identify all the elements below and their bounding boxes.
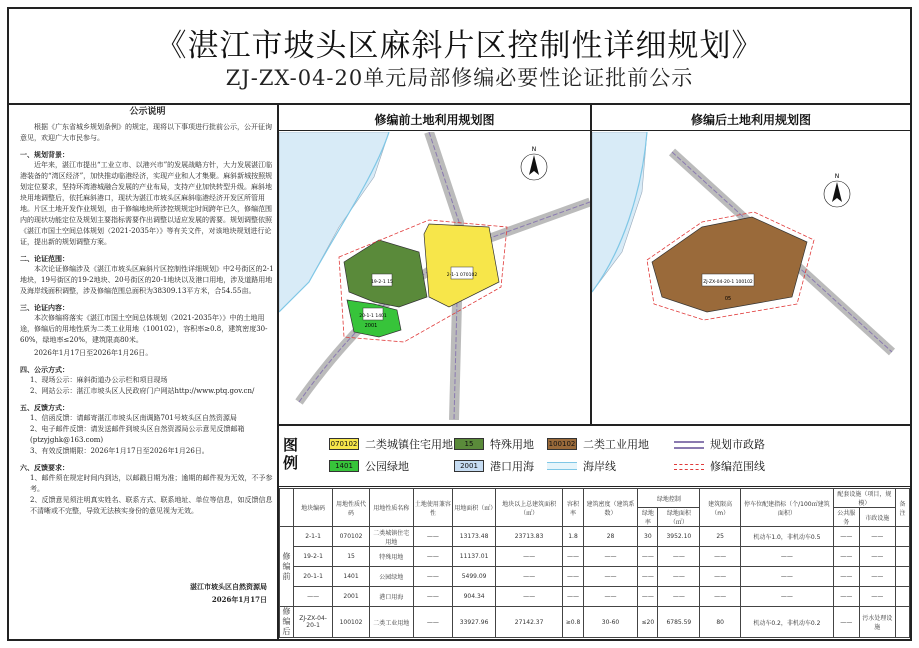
col-header: 建筑密度（建筑系数） <box>583 489 638 527</box>
notice-sec4-title: 四、公示方式： <box>20 365 69 374</box>
table-cell: —— <box>413 587 453 607</box>
legend-item <box>454 458 534 474</box>
table-cell: 27142.37 <box>495 607 562 638</box>
table-cell: —— <box>658 567 700 587</box>
table-row <box>280 567 910 587</box>
table-cell: 6785.59 <box>658 607 700 638</box>
legend-swatch: 070102 <box>330 440 358 448</box>
legend-divider <box>277 486 912 487</box>
col-header: 备注 <box>895 489 909 527</box>
notice-sec4-item: 1、现场公示：麻斜街道办公示栏和项目现场 <box>30 376 168 384</box>
legend-item <box>547 436 649 452</box>
table-cell: —— <box>413 527 453 547</box>
notice-sec5-item: 1、信函反馈：请邮寄湛江市坡头区南调路701号坡头区自然资源局 <box>30 414 237 422</box>
legend-label: 特殊用地 <box>490 438 534 451</box>
table-cell: 100102 <box>333 607 370 638</box>
table-cell: —— <box>833 567 859 587</box>
col-header: 停车位配建指标（个/100㎡建筑面积） <box>740 489 833 527</box>
table-cell: —— <box>638 587 658 607</box>
table-row <box>280 547 910 567</box>
table-cell: 25 <box>700 527 741 547</box>
notice-signature <box>190 579 267 605</box>
table-cell: —— <box>740 587 833 607</box>
notice-sec6-item: 1、邮件须在规定时间内到达，以邮戳日期为准；逾期的邮件视为无效，不予参考。 <box>30 474 273 493</box>
map-title-divider <box>277 130 912 131</box>
table-cell: —— <box>859 587 895 607</box>
table-cell: 5499.09 <box>453 567 496 587</box>
table-cell: 港口用海 <box>369 587 413 607</box>
notice-sec3-title: 三、论证内容： <box>20 303 69 312</box>
col-group-header: 绿地控制 <box>638 489 700 508</box>
col-header: 绿地面积（㎡） <box>658 508 700 527</box>
legend-label: 二类工业用地 <box>583 438 649 451</box>
notice-sec6-title: 六、反馈要求： <box>20 463 69 472</box>
notice-sec1-title: 一、规划背景： <box>20 150 69 159</box>
legend-item <box>454 436 534 452</box>
table-row <box>280 607 910 638</box>
table-cell: ≥0.8 <box>563 607 583 638</box>
table-cell: —— <box>833 547 859 567</box>
table-cell: —— <box>495 547 562 567</box>
table-cell <box>895 567 909 587</box>
legend-item <box>674 436 765 452</box>
table-cell: 1401 <box>333 567 370 587</box>
north-label: N <box>834 173 840 180</box>
table-cell: 13173.48 <box>453 527 496 547</box>
table-cell <box>895 527 909 547</box>
col-header: 用地性质代码 <box>333 489 370 527</box>
col-group-header: 配套设施（项目，规模） <box>833 489 895 508</box>
table-cell: —— <box>413 547 453 567</box>
table-cell: 1.8 <box>563 527 583 547</box>
legend-swatch: 15 <box>454 438 484 450</box>
table-cell: 特殊用地 <box>369 547 413 567</box>
col-header: 容积率 <box>563 489 583 527</box>
table-cell: 80 <box>700 607 741 638</box>
legend-road-swatch <box>674 441 704 449</box>
notice-sign-org: 湛江市坡头区自然资源局 <box>190 582 267 591</box>
map-before <box>279 132 590 420</box>
table-row <box>280 527 910 547</box>
notice-sec2-title: 二、论证范围： <box>20 254 69 263</box>
legend-coast-swatch <box>547 462 577 470</box>
table-cell: —— <box>658 587 700 607</box>
legend <box>279 430 910 484</box>
col-header: 用地性质名称 <box>369 489 413 527</box>
parcel-label: 2001 <box>364 323 378 329</box>
table-cell: 污水处理设施 <box>859 607 895 638</box>
legend-label: 二类城镇住宅用地 <box>365 438 453 451</box>
table-cell: —— <box>563 587 583 607</box>
legend-item <box>674 458 765 474</box>
table-cell: ZJ-ZX-04-20-1 <box>294 607 333 638</box>
table-cell: —— <box>294 587 333 607</box>
col-header: 绿地率 <box>638 508 658 527</box>
table-cell: —— <box>700 587 741 607</box>
table-corner <box>280 489 294 527</box>
table-cell: 28 <box>583 527 638 547</box>
table-cell: —— <box>833 587 859 607</box>
notice-heading: 公示说明 <box>129 107 166 117</box>
table-cell: —— <box>638 547 658 567</box>
table-cell: —— <box>495 567 562 587</box>
table-cell <box>895 587 909 607</box>
legend-swatch: 1401 <box>329 460 359 472</box>
parcel-label: 2-1-1 070102 <box>446 273 478 278</box>
table-cell: 15 <box>333 547 370 567</box>
table-cell: 30-60 <box>583 607 638 638</box>
table-cell: —— <box>859 547 895 567</box>
table-cell: 二类工业用地 <box>369 607 413 638</box>
table-cell: —— <box>658 547 700 567</box>
table-cell: —— <box>740 547 833 567</box>
row-group-label: 修编前 <box>280 527 294 607</box>
legend-item <box>547 458 616 474</box>
col-header: 土地使用兼容性 <box>413 489 453 527</box>
table-cell: 3952.10 <box>658 527 700 547</box>
table-cell: —— <box>583 547 638 567</box>
table-cell: —— <box>638 567 658 587</box>
map-before-title: 修编前土地利用规划图 <box>374 113 495 127</box>
legend-label: 公园绿地 <box>365 460 409 473</box>
table-cell: —— <box>700 567 741 587</box>
map-bottom-divider <box>277 424 912 426</box>
table-cell: 机动车0.2，非机动车0.2 <box>740 607 833 638</box>
notice-sec3-text: 本次修编将落实《湛江市国土空间总体规划（2021-2035年）》中的土地用途，修编后的用地性质为二类工业用地（100102），容积率≥0.8，建筑密度30-60%，绿地率≤20%，建筑限高80米。 <box>20 314 268 344</box>
table-cell: —— <box>563 547 583 567</box>
col-header: 用地面积（㎡） <box>453 489 496 527</box>
parcel-label: 19-2-1 15 <box>371 280 393 285</box>
notice-sec1-text: 近年来，湛江市提出“工业立市、以港兴市”的发展战略方针，大力发展湛江临港装备的“湾区经济”，加快推动临港经济，实现产业和人才集聚。麻斜新城按照规划定位要求，坚持环湾港城融合发展的产业布局，支持产业加快转型升级。麻斜地块用地调整后，依托麻斜港口，现状为湛江市坡头区麻斜临港经济开发区所管用地。片区土地开发作业规划，由于修编地块所涉控规规定时间跨年已久，修编范围内的现状功能定位及规划主要指标需要作出调整以适应发展的需要。规划调整依照《湛江市国土空间总体规划（2021-2035年）》等有关文件，对该地块规划进行论证，提出新的规划调整方案。 <box>20 161 273 246</box>
notice-sec5-item: 2、电子邮件反馈：请发送邮件到坡头区自然资源局公示意见反馈邮箱(ptzyjghk@163.com) <box>30 425 245 444</box>
legend-boundary-swatch <box>674 464 704 470</box>
legend-item <box>329 436 453 452</box>
table-cell: —— <box>413 567 453 587</box>
table-cell: 公园绿地 <box>369 567 413 587</box>
north-label: N <box>531 146 537 153</box>
table-cell: —— <box>583 587 638 607</box>
legend-swatch: 2001 <box>454 460 484 472</box>
table-cell: —— <box>740 567 833 587</box>
indicator-table <box>279 488 910 638</box>
col-header: 公共服务 <box>833 508 859 527</box>
legend-item <box>329 458 409 474</box>
table-cell <box>895 547 909 567</box>
col-header: 地块编码 <box>294 489 333 527</box>
table-cell: —— <box>583 567 638 587</box>
table-cell: —— <box>859 567 895 587</box>
notice-panel <box>20 107 275 627</box>
notice-sec4-item: 2、网站公示：湛江市坡头区人民政府门户网站http://www.ptq.gov.cn/ <box>30 387 255 395</box>
table-cell: —— <box>413 607 453 638</box>
table-cell: 20-1-1 <box>294 567 333 587</box>
table-cell: —— <box>563 567 583 587</box>
notice-sec2-text: 本次论证修编涉及《湛江市坡头区麻斜片区控制性详细规划》中2号街区的2-1地块，19号街区的19-2地块、20号街区的20-1地块以及港口用地，涉及道路用地及海岸线面积调整，涉及修编范围总面积为38309.13平方米，合54.55亩。 <box>20 265 274 295</box>
legend-label: 修编范围线 <box>710 460 765 473</box>
table-cell: 23713.83 <box>495 527 562 547</box>
table-cell <box>895 607 909 638</box>
table-cell: —— <box>700 547 741 567</box>
table-cell: 19-2-1 <box>294 547 333 567</box>
notice-period: 2026年1月17日至2026年1月26日。 <box>34 349 153 357</box>
parcel-label: ZJ-ZX-04-20-1 100102 <box>703 280 753 285</box>
notice-sec5-title: 五、反馈方式： <box>20 403 69 412</box>
table-cell: 2-1-1 <box>294 527 333 547</box>
table-cell: —— <box>833 607 859 638</box>
table-row <box>280 587 910 607</box>
table-cell: ≤20 <box>638 607 658 638</box>
col-header: 建筑限高（m） <box>700 489 741 527</box>
page-title: 《湛江市坡头区麻斜片区控制性详细规划》 <box>155 28 764 64</box>
page-subtitle: ZJ-ZX-04-20单元局部修编必要性论证批前公示 <box>225 66 694 90</box>
parcel-label: 20-1-1 1401 <box>359 314 387 319</box>
notice-intro: 根据《广东省城乡规划条例》的规定，现将以下事项进行批前公示，公开征询意见，欢迎广大市民参与。 <box>20 123 272 142</box>
table-cell: 33927.96 <box>453 607 496 638</box>
table-cell: 11137.01 <box>453 547 496 567</box>
notice-sec6-item: 2、反馈意见须注明真实姓名、联系方式、联系地址、单位等信息，如反馈信息不清晰或不完整，导致无法核实身份的意见视为无效。 <box>30 496 273 515</box>
legend-label: 规划市政路 <box>710 438 765 451</box>
table-cell: —— <box>495 587 562 607</box>
notice-sec5-item: 3、有效反馈期限：2026年1月17日至2026年1月26日。 <box>30 447 209 455</box>
table-cell: 二类城镇住宅用地 <box>369 527 413 547</box>
table-cell: 30 <box>638 527 658 547</box>
parcel-label: 05 <box>724 296 732 302</box>
map-after <box>592 132 910 420</box>
legend-label: 海岸线 <box>583 460 616 473</box>
map-after-title: 修编后土地利用规划图 <box>690 113 811 127</box>
legend-swatch: 100102 <box>548 440 576 448</box>
legend-label: 港口用海 <box>490 460 534 473</box>
table-cell: 2001 <box>333 587 370 607</box>
table-cell: —— <box>859 527 895 547</box>
notice-sign-date: 2026年1月17日 <box>211 595 267 604</box>
col-header: 地块以上总建筑面积（㎡） <box>495 489 562 527</box>
header-divider <box>7 103 912 105</box>
table-cell: 070102 <box>333 527 370 547</box>
col-header: 市政设施 <box>859 508 895 527</box>
legend-title: 图例 <box>283 436 299 472</box>
table-cell: 机动车1.0，非机动车0.5 <box>740 527 833 547</box>
table-cell: —— <box>833 527 859 547</box>
row-group-label: 修编后 <box>280 607 294 638</box>
table-cell: 904.34 <box>453 587 496 607</box>
